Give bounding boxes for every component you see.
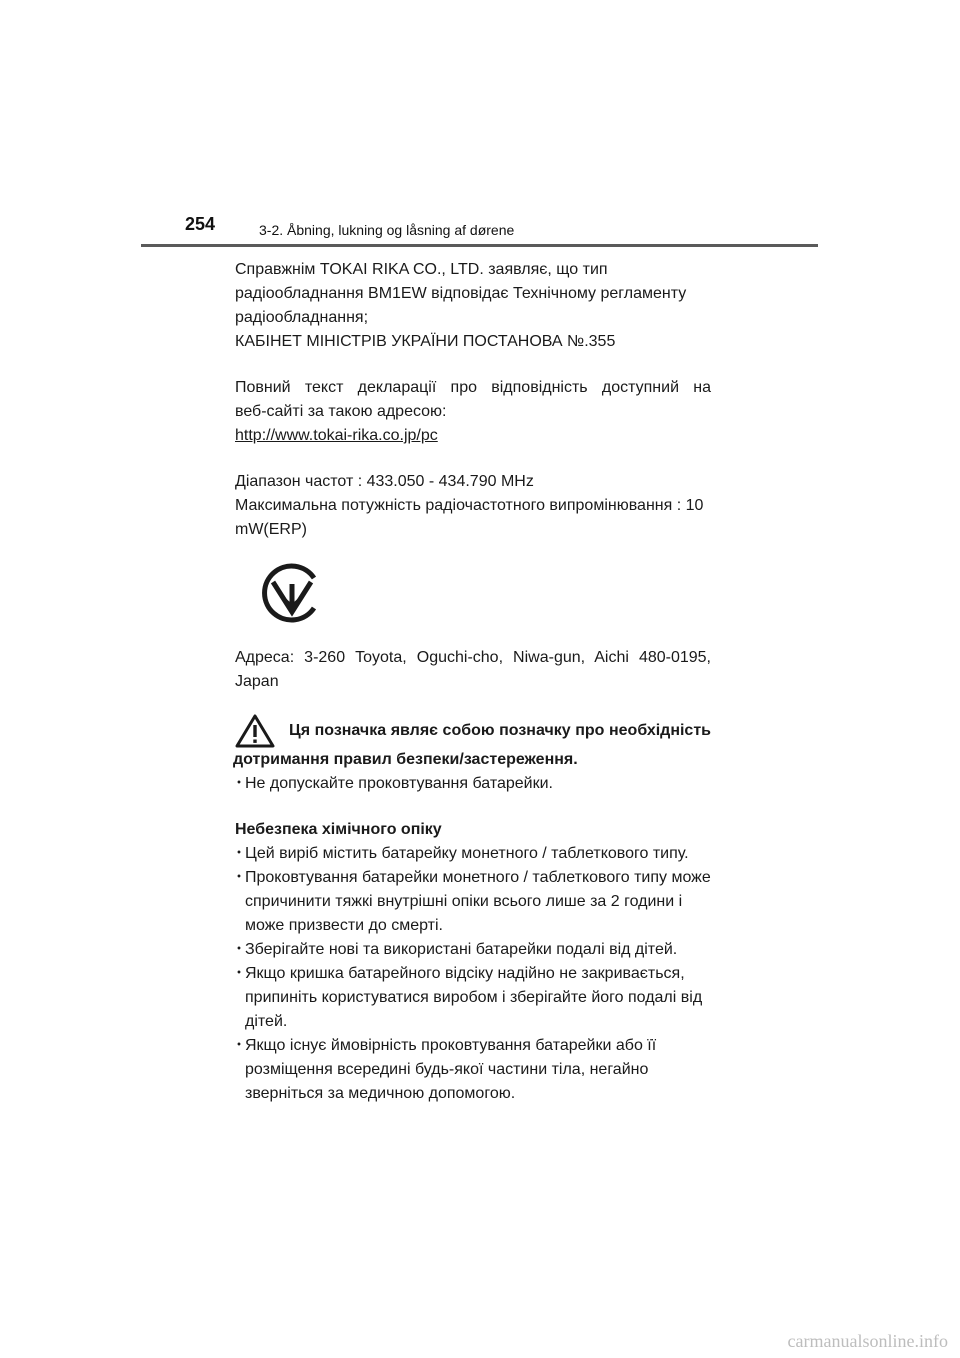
bullet-mark: ･	[235, 869, 244, 886]
address-line-2: Japan	[235, 673, 279, 690]
bullet-mark: ･	[235, 941, 244, 958]
list-item	[235, 842, 711, 866]
ua-conformity-mark-icon	[259, 560, 325, 626]
fulltext-line-2: веб-сайті за такою адресою:	[235, 403, 447, 420]
hazard-item-text: Проковтування батарейки монетного / таблеткового типу може	[245, 869, 711, 886]
hazard-item-text: може призвести до смерті.	[245, 917, 443, 934]
bullet-mark: ･	[235, 845, 244, 862]
warning-item	[235, 772, 711, 796]
watermark: carmanualsonline.info	[787, 1331, 948, 1351]
max-power-line-2: mW(ERP)	[235, 521, 307, 538]
fulltext-line-1: Повний текст декларації про відповідність доступний на	[235, 379, 711, 396]
list-item	[235, 1034, 711, 1106]
page-content	[235, 258, 711, 1106]
hazard-item-text: Цей виріб містить батарейку монетного / таблеткового типу.	[245, 845, 689, 862]
section-title: 3-2. Åbning, lukning og låsning af dørene	[259, 222, 515, 238]
warning-item-text: Не допускайте проковтування батарейки.	[245, 775, 553, 792]
address-line-1: Адреса: 3-260 Toyota, Oguchi-cho, Niwa-gun, Aichi 480-0195,	[235, 649, 711, 666]
max-power-line-1: Максимальна потужність радіочастотного випромінювання : 10	[235, 497, 704, 514]
list-item	[235, 866, 711, 938]
list-item	[235, 962, 711, 1034]
declaration-line-3: радіообладнання;	[235, 309, 369, 326]
page-header	[141, 214, 818, 248]
frequency-range: Діапазон частот : 433.050 - 434.790 MHz	[235, 473, 534, 490]
spacer	[235, 354, 711, 376]
spacer	[235, 796, 711, 818]
warning-triangle-icon	[235, 714, 275, 748]
hazard-item-text: розміщення всередині будь-якої частини тіла, негайно	[245, 1061, 649, 1078]
bullet-mark: ･	[235, 775, 244, 792]
hazard-item-text: дітей.	[245, 1013, 288, 1030]
declaration-line-2: радіообладнання BM1EW відповідає Технічному регламенту	[235, 285, 687, 302]
hazard-item-text: Зберігайте нові та використані батарейки подалі від дітей.	[245, 941, 678, 958]
spacer	[235, 626, 711, 646]
declaration-url-link[interactable]: http://www.tokai-rika.co.jp/pc	[235, 427, 438, 444]
page-number: 254	[185, 214, 216, 234]
hazard-item-text: припиніть користуватися виробом і зберігайте його подалі від	[245, 989, 703, 1006]
hazard-title: Небезпека хімічного опіку	[235, 821, 442, 838]
declaration-line-1: Справжнім TOKAI RIKA CO., LTD. заявляє, що тип	[235, 261, 608, 278]
list-item	[235, 938, 711, 962]
warning-line-1: Ця позначка являє собою позначку про необхідність	[289, 722, 711, 739]
hazard-item-text: спричинити тяжкі внутрішні опіки всього лише за 2 години і	[245, 893, 683, 910]
declaration-line-4: КАБІНЕТ МІНІСТРІВ УКРАЇНИ ПОСТАНОВА №.355	[235, 333, 616, 350]
hazard-item-text: Якщо кришка батарейного відсіку надійно не закривається,	[245, 965, 685, 982]
warning-heading	[235, 714, 711, 748]
hazard-item-text: зверніться за медичною допомогою.	[245, 1085, 516, 1102]
bullet-mark: ･	[235, 1037, 244, 1054]
spacer	[235, 448, 711, 470]
bullet-mark: ･	[235, 965, 244, 982]
header-rule	[141, 244, 818, 247]
hazard-item-text: Якщо існує ймовірність проковтування батарейки або її	[245, 1037, 657, 1054]
warning-line-2: дотримання правил безпеки/застереження.	[233, 751, 578, 768]
